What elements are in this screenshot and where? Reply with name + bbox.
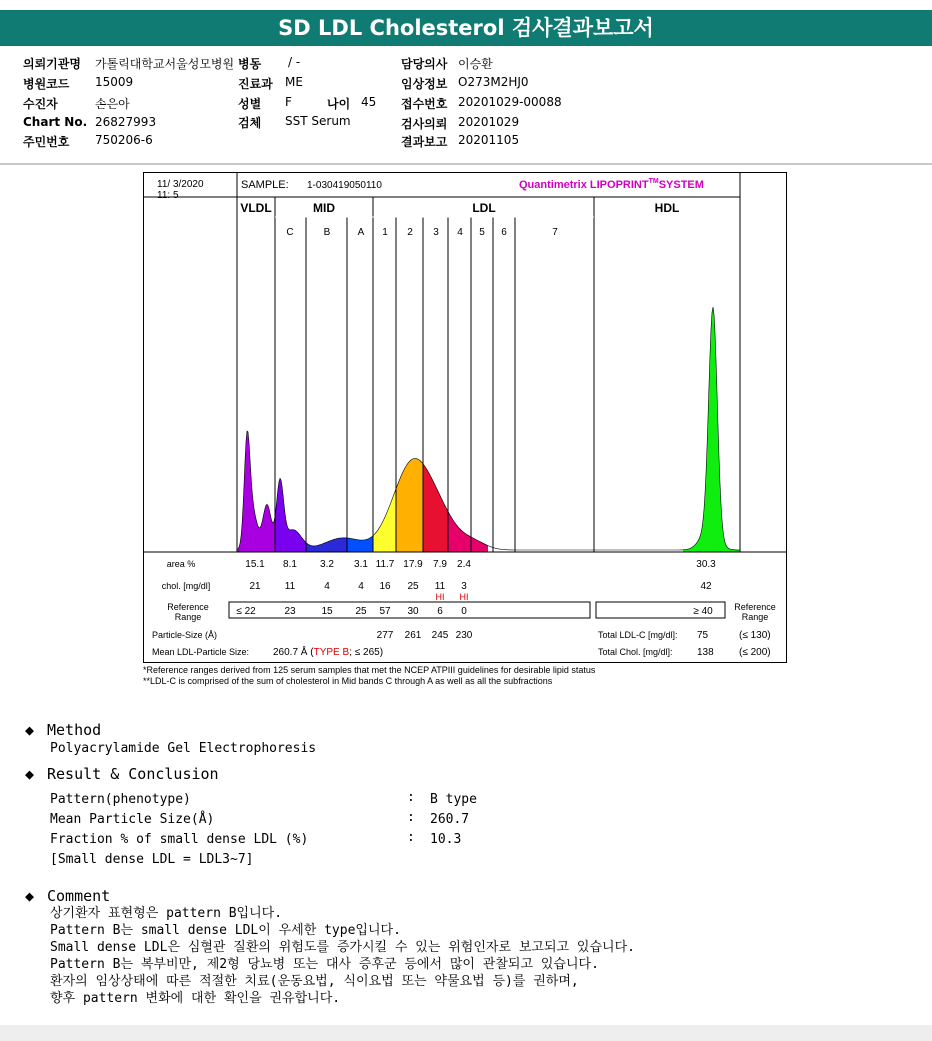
patient-label: 수진자 [23,97,58,111]
id-label: 주민번호 [23,135,70,149]
result-section [25,765,625,875]
pattern-label: Pattern(phenotype) [50,792,191,807]
ref-label: Reference [167,602,209,612]
ref-label: Range [741,612,769,622]
sex-value: F [285,95,292,109]
mid-band-label: B [323,227,331,238]
chart-label: Chart No. [23,115,88,129]
clinical-value: O273M2HJ0 [458,75,529,89]
report-title: SD LDL Cholesterol 검사결과보고서 [0,10,932,46]
request-label: 검사의뢰 [401,117,448,131]
comment-line: Pattern B는 복부비만, 제2형 당뇨병 또는 대사 증후군 등에서 많이 관찰되고 있습니다. [50,957,599,972]
mean-size-value: 260.7 Å [273,647,311,658]
id-value: 750206-6 [95,133,153,147]
age-label: 나이 [327,97,351,111]
ward-value: / - [288,55,301,69]
mean-size-label: Mean Particle Size(Å) [50,812,215,827]
ward-label: 병동 [238,57,262,71]
type-b: TYPE B [313,647,350,658]
particle-value: 245 [431,630,449,641]
total-chol-range: (≤ 200) [739,647,771,658]
hcode-label: 병원코드 [23,77,70,91]
specimen-value: SST Serum [285,114,351,128]
chol-value: 11 [284,581,296,592]
comment-line: 향후 pattern 변화에 대한 확인을 권유합니다. [50,991,341,1006]
method-section [25,721,316,756]
diamond-bullet-icon: ◆ [25,887,35,905]
particle-value: 230 [455,630,473,641]
small-dense-note: [Small dense LDL = LDL3~7] [50,852,254,867]
diamond-bullet-icon: ◆ [25,721,35,739]
chol-value: 21 [249,581,261,592]
chol-value: 4 [324,581,330,592]
mean-size-text [273,645,383,658]
ldl-band-label: 1 [382,227,388,238]
particle-value: 277 [376,630,394,641]
ref-value: 25 [355,606,367,617]
fraction-sep: : [407,830,415,845]
footnote-1: *Reference ranges derived from 125 serum samples that met the NCEP ATPIII guidelines for desirable lipid status [143,665,596,675]
lipoprint-report [143,172,787,664]
sample-id: 1-030419050110 [307,180,382,191]
patient-value: 손은아 [95,97,130,111]
total-chol-value: 138 [697,647,714,658]
chol-value: 11 [434,581,446,592]
ref-value: 30 [407,606,419,617]
ldl-band-label: 3 [433,227,439,238]
receipt-label: 접수번호 [401,97,448,111]
fraction-label: Fraction % of small dense LDL (%) [50,832,309,847]
area-value: 17.9 [403,559,423,570]
brand-suffix: SYSTEM [658,179,704,191]
ref-value: 15 [321,606,333,617]
mean-size-label: Mean LDL-Particle Size: [152,647,250,657]
comment-heading: Comment [47,887,111,905]
chart-value: 26827993 [95,115,157,129]
report-label: 결과보고 [401,135,448,149]
method-heading: Method [47,721,102,739]
ref-label: Reference [734,602,776,612]
comment-line: 상기환자 표현형은 pattern B입니다. [50,906,283,921]
hospital-label: 의뢰기관명 [23,57,81,71]
comment-section [25,887,635,1007]
hcode-value: 15009 [95,75,134,89]
ldl-band-label: 4 [457,227,463,238]
mean-size-sep: : [407,810,415,825]
sex-label: 성별 [238,97,262,111]
diamond-bullet-icon: ◆ [25,765,35,783]
pattern-sep: : [407,790,415,805]
comment-line: Small dense LDL은 심혈관 질환의 위험도를 증가시킬 수 있는 위험인자로 보고되고 있습니다. [50,940,635,955]
area-value: 15.1 [245,559,265,570]
specimen-label: 검체 [238,116,262,130]
doctor-label: 담당의사 [401,57,448,71]
comment-line: 환자의 임상상태에 따른 적절한 치료(운동요법, 식이요법 또는 약물요법 등)를 권하며, [50,974,579,989]
result-heading: Result & Conclusion [47,765,219,783]
ref-value: 0 [461,606,467,617]
total-chol-label: Total Chol. [mg/dl]: [598,647,673,657]
patient-header [0,55,932,155]
ldl-band-label: 6 [501,227,507,238]
dept-label: 진료과 [238,77,273,91]
type-close: ; ≤ 265) [349,647,384,658]
type-open: ( [310,647,314,658]
chol-value: 25 [407,581,419,592]
area-value: 7.9 [433,559,447,570]
pattern-value: B type [430,792,477,807]
request-value: 20201029 [458,115,520,129]
mid-band-label: C [286,227,294,238]
mean-size-value: 260.7 [430,812,470,827]
area-label: area % [166,559,196,569]
chol-value: 4 [358,581,364,592]
chol-value: 3 [461,581,467,592]
sample-label: SAMPLE: [241,179,289,191]
ref-value: 57 [379,606,391,617]
brand-tm: TM [648,178,659,185]
particle-label: Particle-Size (Å) [152,630,218,640]
ldl-band-label: 5 [479,227,485,238]
region-mid: MID [313,201,335,215]
particle-value: 261 [404,630,422,641]
report-value: 20201105 [458,133,520,147]
total-ldl-label: Total LDL-C [mg/dl]: [598,630,678,640]
chol-value: 16 [379,581,391,592]
ldl-band-label: 2 [407,227,413,238]
footnotes [143,665,595,687]
hi-flag: HI [435,592,445,602]
fraction-value: 10.3 [430,832,462,847]
chol-value: 42 [700,581,712,592]
lipoprint-chart [143,172,787,664]
hi-flag: HI [459,592,469,602]
area-value: 11.7 [375,559,395,570]
page-footer [0,1025,932,1041]
brand-name: Quantimetrix LIPOPRINT [519,179,649,191]
header-divider [0,163,932,165]
area-value: 30.3 [696,559,716,570]
footnote-2: **LDL-C is comprised of the sum of cholesterol in Mid bands C through A as well as all the subfractions [143,676,553,686]
ldl-band-label: 7 [552,227,558,238]
total-ldl-range: (≤ 130) [739,630,771,641]
ref-value: 23 [284,606,296,617]
chol-label: chol. [mg/dl] [161,581,211,591]
method-text: Polyacrylamide Gel Electrophoresis [50,741,317,756]
area-value: 3.1 [354,559,368,570]
hospital-value: 가톨릭대학교서울성모병원 [95,57,235,71]
mid-band-label: A [357,227,365,238]
ref-value: ≤ 22 [236,606,256,617]
total-ldl-value: 75 [697,630,709,641]
region-hdl: HDL [654,201,680,215]
area-value: 8.1 [283,559,297,570]
ref-value: 6 [437,606,443,617]
doctor-value: 이승환 [458,57,493,71]
run-time: 11: 5 [157,190,179,201]
hdl-ref-value: ≥ 40 [693,606,713,617]
age-value: 45 [361,95,377,109]
receipt-value: 20201029-00088 [458,95,562,109]
dept-value: ME [285,75,303,89]
area-value: 2.4 [457,559,471,570]
brand-label [519,178,704,191]
run-date: 11/ 3/2020 [157,179,204,190]
region-ldl: LDL [472,201,496,215]
region-vldl: VLDL [240,201,272,215]
ref-label: Range [174,612,202,622]
clinical-label: 임상정보 [401,77,448,91]
area-value: 3.2 [320,559,334,570]
comment-line: Pattern B는 small dense LDL이 우세한 type입니다. [50,923,401,938]
